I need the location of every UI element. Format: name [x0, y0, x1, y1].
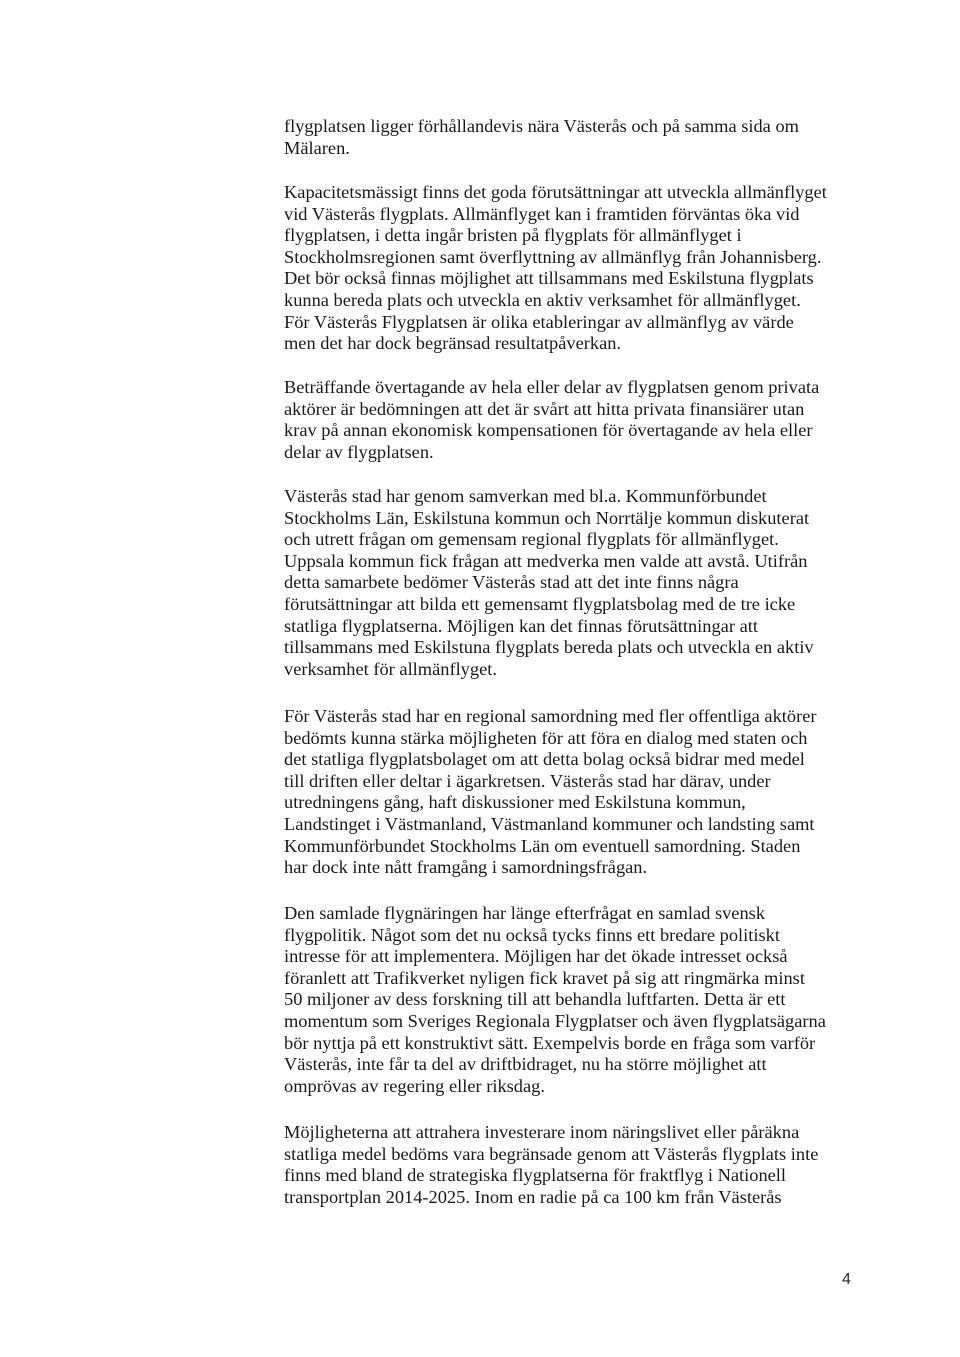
text-line: har dock inte nått framgång i samordningsfrågan. [284, 857, 648, 878]
text-line: Mälaren. [284, 137, 350, 158]
paragraph-3 [284, 377, 884, 463]
text-line: Stockholmsregionen samt överflyttning av allmänflyg från Johannisberg. [284, 246, 822, 267]
text-line: Kapacitetsmässigt finns det goda förutsättningar att utveckla allmänflyget [284, 182, 827, 202]
text-line: delar av flygplatsen. [284, 441, 434, 462]
text-line: Beträffande övertagande av hela eller delar av flygplatsen genom privata [284, 377, 820, 397]
text-line: omprövas av regering eller riksdag. [284, 1075, 545, 1096]
text-line: intresse för att implementera. Möjligen har det ökade intresset också [284, 946, 788, 967]
text-line: Den samlade flygnäringen har länge efterfrågat en samlad svensk [284, 903, 766, 923]
text-line: Möjligheterna att attrahera investerare inom näringslivet eller påräkna [284, 1122, 800, 1142]
text-line: aktörer är bedömningen att det är svårt att hitta privata finansiärer utan [284, 398, 805, 419]
text-line: Det bör också finnas möjlighet att tillsammans med Eskilstuna flygplats [284, 268, 814, 289]
text-line: bör nyttja på ett konstruktivt sätt. Exempelvis borde en fråga som varför [284, 1032, 816, 1053]
text-line: det statliga flygplatsbolaget om att detta bolag också bidrar med medel [284, 749, 805, 770]
text-line: flygplatsen ligger förhållandevis nära Västerås och på samma sida om [284, 116, 799, 136]
text-line: För Västerås Flygplatsen är olika etableringar av allmänflyg av värde [284, 311, 794, 332]
text-line: Kommunförbundet Stockholms Län om eventuell samordning. Staden [284, 835, 801, 856]
text-line: transportplan 2014-2025. Inom en radie på ca 100 km från Västerås [284, 1186, 782, 1207]
text-line: Västerås stad har genom samverkan med bl.a. Kommunförbundet [284, 486, 767, 506]
text-line: Landstinget i Västmanland, Västmanland kommuner och landsting samt [284, 813, 815, 834]
text-line: Uppsala kommun fick frågan att medverka men valde att avstå. Utifrån [284, 550, 808, 571]
text-line: men det har dock begränsad resultatpåverkan. [284, 333, 622, 354]
page-number: 4 [842, 1271, 851, 1288]
paragraph-1 [284, 116, 884, 159]
text-line: 50 miljoner av dess forskning till att behandla luftfarten. Detta är ett [284, 989, 786, 1010]
text-line: kunna bereda plats och utveckla en aktiv verksamhet för allmänflyget. [284, 289, 801, 310]
text-line: föranlett att Trafikverket nyligen fick kravet på sig att ringmärka minst [284, 967, 805, 988]
text-line: statliga medel bedöms vara begränsade genom att Västerås flygplats inte [284, 1143, 819, 1164]
text-line: krav på annan ekonomisk kompensationen för övertagande av hela eller [284, 420, 813, 441]
text-line: till driften eller deltar i ägarkretsen. Västerås stad har därav, under [284, 770, 771, 791]
text-line: verksamhet för allmänflyget. [284, 658, 497, 679]
text-line: detta samarbete bedömer Västerås stad att det inte finns några [284, 572, 739, 593]
text-line: flygpolitik. Något som det nu också tycks finns ett bredare politiskt [284, 924, 780, 945]
paragraph-6 [284, 903, 884, 1097]
text-line: tillsammans med Eskilstuna flygplats bereda plats och utveckla en aktiv [284, 637, 814, 658]
text-line: Stockholms Län, Eskilstuna kommun och Norrtälje kommun diskuterat [284, 507, 810, 528]
paragraph-4 [284, 486, 884, 680]
text-line: finns med bland de strategiska flygplatserna för fraktflyg i Nationell [284, 1165, 787, 1186]
text-line: flygplatsen, i detta ingår bristen på flygplats för allmänflyget i [284, 225, 742, 246]
text-line: förutsättningar att bilda ett gemensamt flygplatsbolag med de tre icke [284, 593, 796, 614]
text-line: vid Västerås flygplats. Allmänflyget kan i framtiden förväntas öka vid [284, 203, 800, 224]
text-line: utredningens gång, haft diskussioner med Eskilstuna kommun, [284, 792, 746, 813]
paragraph-5 [284, 706, 884, 879]
text-line: För Västerås stad har en regional samordning med fler offentliga aktörer [284, 706, 817, 726]
text-line: statliga flygplatserna. Möjligen kan det finnas förutsättningar att [284, 615, 758, 636]
text-line: och utrett frågan om gemensam regional flygplats för allmänflyget. [284, 529, 779, 550]
paragraph-2 [284, 182, 884, 355]
text-line: momentum som Sveriges Regionala Flygplatser och även flygplatsägarna [284, 1010, 826, 1031]
text-line: bedömts kunna stärka möjligheten för att föra en dialog med staten och [284, 727, 808, 748]
text-line: Västerås, inte får ta del av driftbidraget, nu ha större möjlighet att [284, 1054, 767, 1075]
paragraph-7 [284, 1122, 884, 1208]
